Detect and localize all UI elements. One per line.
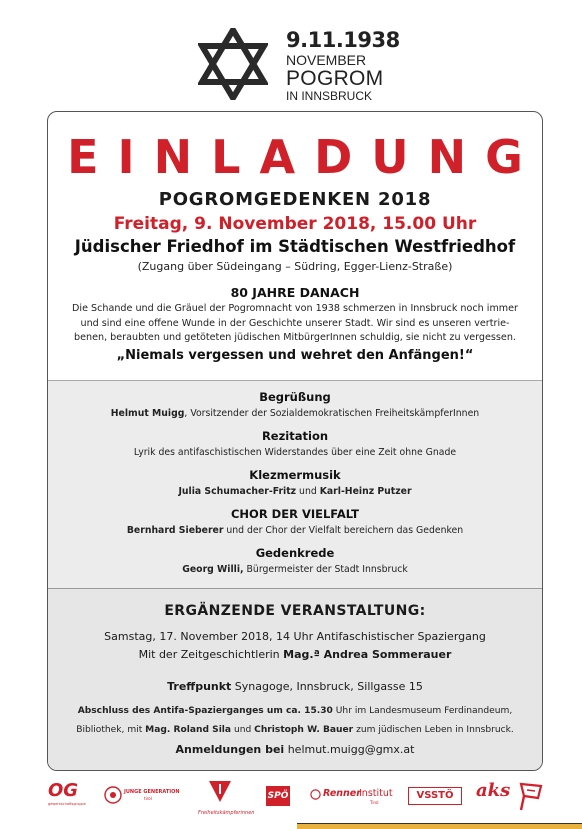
meeting-point [48,680,542,693]
additional-event-date: Samstag, 17. November 2018, 14 Uhr Antifaschistischer Spaziergang [104,630,486,643]
program-item-text [48,525,542,536]
performer-name: Julia Schumacher-Fritz [178,485,297,497]
registration-label: Anmeldungen bei [175,743,285,756]
section-heading: 80 JAHRE DANACH [230,285,360,300]
intro-line: benen, beraubten und getöteten jüdischen MitbürgerInnen schuldig, sie nicht zu vergessen. [74,332,516,343]
registration [48,743,542,756]
speaker-name: Helmut Muigg [110,407,185,419]
event-datetime: Freitag, 9. November 2018, 15.00 Uhr [113,214,477,234]
program-item-text [48,486,542,497]
invitation-card [47,111,543,771]
og-logo-text: OG [48,780,79,801]
closing-bold: Abschluss des Antifa-Spazierganges um ca. 15.30 [77,706,333,716]
closing-text: Uhr im Landesmuseum Ferdinandeum, [332,706,513,716]
fk-logo-text: Freiheitskämpferinnen [198,810,255,816]
vsstoe-logo [408,787,462,805]
flag-icon [518,782,544,812]
vsstoe-logo-text: VSSTÖ [416,790,454,801]
program-section [48,380,542,589]
program-item-text [48,447,542,458]
event-access: (Zugang über Südeingang – Südring, Egger-Lienz-Straße) [137,260,453,273]
og-logo [48,782,88,812]
program-item-desc: Bürgermeister der Stadt Innsbruck [243,563,408,575]
program-item-title: Begrüßung [259,390,331,404]
conductor-name: Bernhard Sieberer [126,524,224,536]
program-item-desc: , Vorsitzender der Sozialdemokratischen FreiheitskämpferInnen [184,407,480,419]
intro-line: Die Schande und die Gräuel der Pogromnacht von 1938 schmerzen in Innsbruck noch immer [72,303,518,314]
jg-logo-sub: tirol [144,796,152,801]
header-pogrom: POGROM [286,67,384,90]
closing-name: Mag. Roland Sila [145,725,232,735]
program-item-text [48,408,542,419]
additional-event-title: ERGÄNZENDE VERANSTALTUNG: [164,603,426,619]
rose-icon [104,786,122,804]
og-logo-sub: gewerkschaftsgruppe [48,802,86,806]
triangle-emblem-icon [207,778,233,804]
event-location: Jüdischer Friedhof im Städtischen Westfriedhof [74,237,516,256]
performer-name: Karl-Heinz Putzer [319,485,412,497]
closing-info [58,702,532,740]
program-item-title: CHOR DER VIELFALT [230,507,360,521]
header-date: 9.11.1938 [286,28,400,52]
invitation-title: EINLADUNG [67,130,542,184]
guide-name: Mag.ª Andrea Sommerauer [283,648,452,661]
program-item-text [48,564,542,575]
closing-text: zum jüdischen Leben in Innsbruck. [353,725,514,735]
star-of-david-icon [198,28,268,100]
program-item [48,391,542,419]
program-item-title: Gedenkrede [255,546,335,560]
aks-logo-text: aks [476,780,511,801]
renner-text: Renner [323,788,361,799]
closing-name: Christoph W. Bauer [254,725,354,735]
guide-line [48,648,542,661]
header-month: NOVEMBER [286,52,367,68]
additional-event-section [48,588,542,771]
intro-paragraph [62,302,528,346]
meeting-address: Synagoge, Innsbruck, Sillgasse 15 [231,680,423,693]
program-item-desc: und der Chor der Vielfalt bereichern das Gedenken [223,524,464,536]
header-title-block [286,30,400,102]
closing-text: Bibliothek, mit [76,725,146,735]
jg-logo-text: JUNGE GENERATION [124,789,180,795]
program-item-title: Klezmermusik [249,468,341,482]
junge-generation-logo [104,786,180,808]
program-item-desc: Lyrik des antifaschistischen Widerstandes über eine Zeit ohne Gnade [133,446,457,458]
header [0,22,582,110]
speaker-name: Georg Willi, [182,563,244,575]
closing-text: und [231,725,255,735]
program-item [48,508,542,536]
renner-institut-logo [310,788,400,808]
meeting-label: Treffpunkt [167,680,232,693]
aks-logo [476,780,511,808]
invitation-section [48,112,542,380]
header-city: IN INNSBRUCK [286,89,373,103]
spoe-logo [266,786,290,806]
flag-logo [518,782,544,812]
sponsor-logos [0,778,582,826]
guide-prefix: Mit der Zeitgeschichtlerin [138,648,284,661]
institut-text: Institut [359,788,393,799]
program-item [48,547,542,575]
renner-sub: Tirol [370,800,379,805]
program-item [48,430,542,458]
ri-circle-icon [310,789,321,800]
program-item-title: Rezitation [261,429,329,443]
program-item-conj: und [296,485,320,497]
spoe-logo-text: SPÖ [267,791,289,801]
registration-email[interactable]: helmut.muigg@gmx.at [284,743,415,756]
freiheitskaempfer-logo [198,778,258,822]
program-item [48,469,542,497]
intro-line: und sind eine offene Wunde in der Geschichte unserer Stadt. Wir sind es unseren vertrie- [80,317,510,329]
slogan: „Niemals vergessen und wehret den Anfängen!“ [116,348,474,363]
footer-accent-bar [297,823,582,829]
event-subtitle: POGROMGEDENKEN 2018 [158,189,432,210]
